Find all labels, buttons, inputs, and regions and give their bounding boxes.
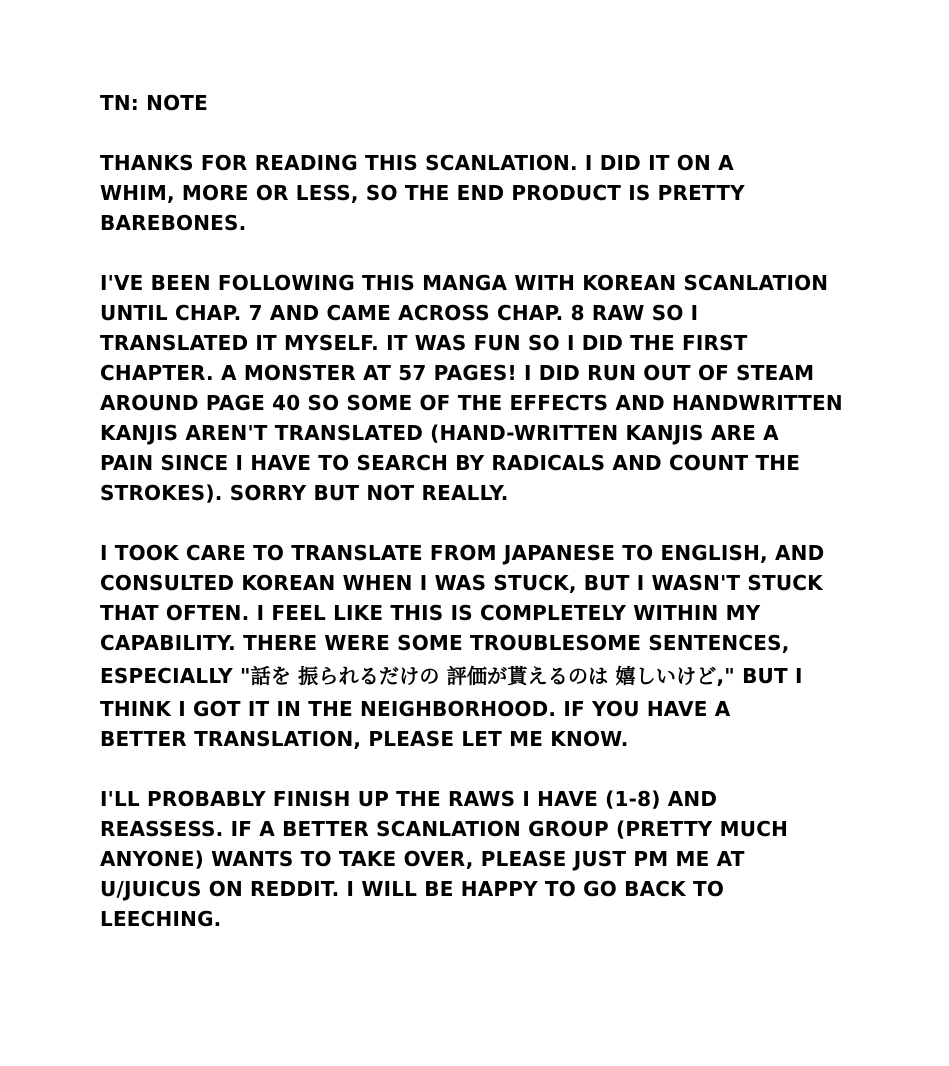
text-line: I'LL PROBABLY FINISH UP THE RAWS I HAVE (1-8) AND — [100, 787, 718, 811]
text-line: ANYONE) WANTS TO TAKE OVER, PLEASE JUST PM ME AT — [100, 847, 745, 871]
text-line: ESPECIALLY "話を 振られるだけの 評価が貰えるのは 嬉しいけど," BUT I — [100, 664, 803, 688]
text-line: WHIM, MORE OR LESS, SO THE END PRODUCT IS PRETTY — [100, 181, 745, 205]
text-line: STROKES). SORRY BUT NOT REALLY. — [100, 481, 509, 505]
paragraph-4 — [100, 784, 900, 934]
paragraph-1 — [100, 148, 900, 238]
text-line: CHAPTER. A MONSTER AT 57 PAGES! I DID RUN OUT OF STEAM — [100, 361, 815, 385]
text-line: THINK I GOT IT IN THE NEIGHBORHOOD. IF YOU HAVE A — [100, 697, 731, 721]
text-line: PAIN SINCE I HAVE TO SEARCH BY RADICALS AND COUNT THE — [100, 451, 801, 475]
text-line: BETTER TRANSLATION, PLEASE LET ME KNOW. — [100, 727, 629, 751]
paragraph-gap — [100, 118, 900, 148]
text-line: I TOOK CARE TO TRANSLATE FROM JAPANESE TO ENGLISH, AND — [100, 541, 825, 565]
note-title: TN: NOTE — [100, 91, 208, 115]
text-line: U/JUICUS ON REDDIT. I WILL BE HAPPY TO GO BACK TO — [100, 877, 725, 901]
text-line: I'VE BEEN FOLLOWING THIS MANGA WITH KOREAN SCANLATION — [100, 271, 829, 295]
text-line: TRANSLATED IT MYSELF. IT WAS FUN SO I DID THE FIRST — [100, 331, 748, 355]
text-line: REASSESS. IF A BETTER SCANLATION GROUP (PRETTY MUCH — [100, 817, 789, 841]
text-line: THANKS FOR READING THIS SCANLATION. I DID IT ON A — [100, 151, 734, 175]
text-line: LEECHING. — [100, 907, 222, 931]
text-line: AROUND PAGE 40 SO SOME OF THE EFFECTS AND HANDWRITTEN — [100, 391, 843, 415]
paragraph-2 — [100, 268, 900, 508]
translator-note — [100, 88, 900, 934]
paragraph-gap — [100, 508, 900, 538]
text-line: CAPABILITY. THERE WERE SOME TROUBLESOME SENTENCES, — [100, 631, 790, 655]
text-line: UNTIL CHAP. 7 AND CAME ACROSS CHAP. 8 RAW SO I — [100, 301, 699, 325]
text-line: CONSULTED KOREAN WHEN I WAS STUCK, BUT I WASN'T STUCK — [100, 571, 823, 595]
text-line: BAREBONES. — [100, 211, 247, 235]
paragraph-3 — [100, 538, 900, 754]
text-line: KANJIS AREN'T TRANSLATED (HAND-WRITTEN KANJIS ARE A — [100, 421, 779, 445]
paragraph-gap — [100, 754, 900, 784]
text-line: THAT OFTEN. I FEEL LIKE THIS IS COMPLETELY WITHIN MY — [100, 601, 761, 625]
paragraph-gap — [100, 238, 900, 268]
